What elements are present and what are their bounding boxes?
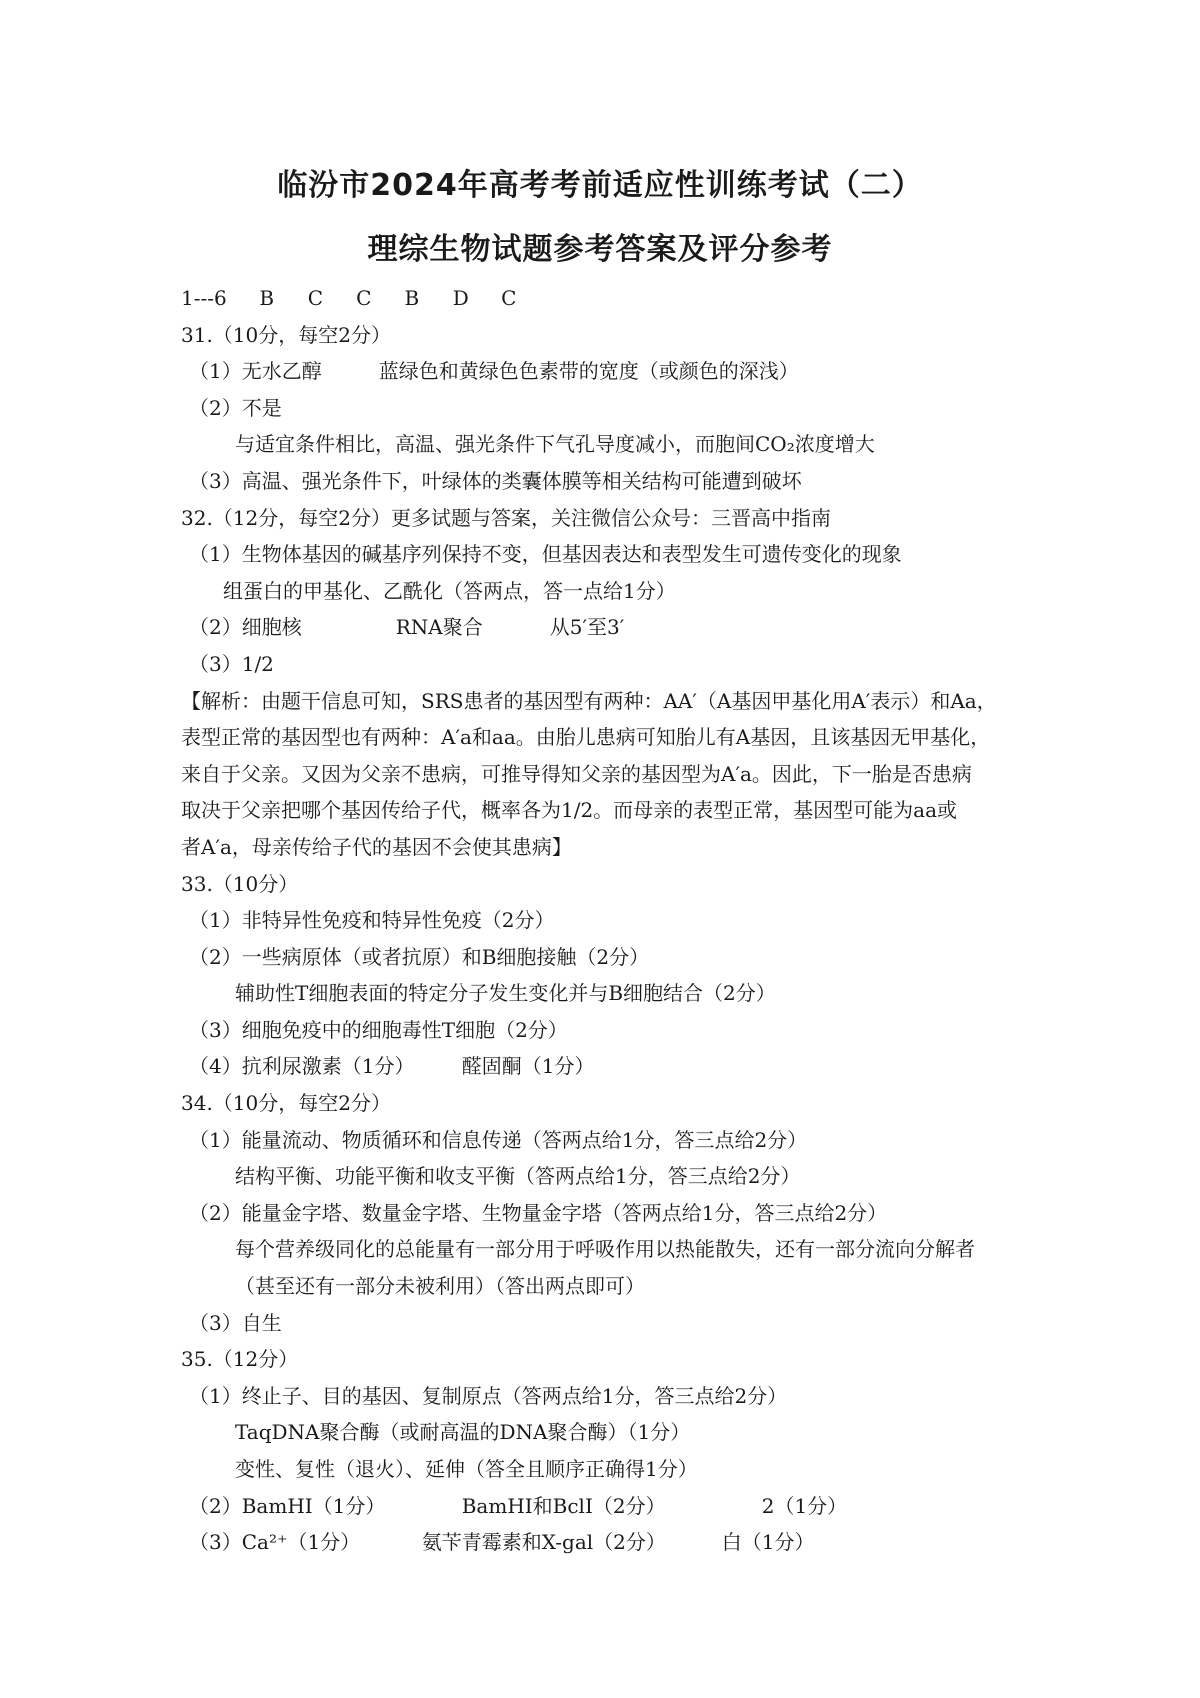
- q35-answer-3-part3: 白（1分）: [721, 1530, 815, 1555]
- choice-answer-4: B: [404, 286, 420, 310]
- q34-answer-3: （3）自生: [189, 1310, 282, 1335]
- q32-answer-2-part2: RNA聚合: [395, 615, 483, 640]
- answer-content: [181, 280, 1061, 1561]
- q33-answer-2: （2）一些病原体（或者抗原）和B细胞接触（2分）: [189, 944, 650, 969]
- choice-answer-2: C: [307, 286, 324, 310]
- q31-answer-2-num: （2）: [189, 395, 242, 420]
- q33-answer-4: [181, 1048, 1061, 1085]
- q33-answer-3: （3）细胞免疫中的细胞毒性T细胞（2分）: [189, 1017, 568, 1042]
- q31-answer-2: [181, 390, 1061, 427]
- q31-answer-1: [181, 353, 1061, 390]
- q35-answer-3: [181, 1524, 1061, 1561]
- q33-answer-4-num: （4）: [189, 1054, 242, 1079]
- q33-answer-2-continued: 辅助性T细胞表面的特定分子发生变化并与B细胞结合（2分）: [235, 981, 776, 1006]
- q32-heading: 32.（12分，每空2分）更多试题与答案，关注微信公众号：三晋高中指南: [181, 505, 831, 530]
- q32-analysis-line-2: 表型正常的基因型也有两种：A′a和aa。由胎儿患病可知胎儿有A基因，且该基因无甲基化，: [181, 725, 991, 750]
- q34-answer-2-continued-1: 每个营养级同化的总能量有一部分用于呼吸作用以热能散失，还有一部分流向分解者: [235, 1237, 975, 1262]
- q32-analysis-line-4: 取决于父亲把哪个基因传给子代，概率各为1/2。而母亲的表型正常，基因型可能为aa或: [181, 798, 958, 823]
- choice-answer-3: C: [356, 286, 372, 310]
- q32-answer-1-continued: 组蛋白的甲基化、乙酰化（答两点，答一点给1分）: [223, 578, 676, 603]
- q32-analysis-line-5: 者A′a，母亲传给子代的基因不会使其患病】: [181, 834, 572, 859]
- q35-answer-2-part2: BamHⅠ和BclⅠ（2分）: [461, 1493, 666, 1518]
- choice-range: 1---6: [181, 286, 227, 310]
- q32-analysis: [181, 683, 1041, 866]
- q32-answer-2: [181, 609, 1061, 646]
- q32-analysis-line-3: 来自于父亲。又因为父亲不患病，可推导得知父亲的基因型为A′a。因此，下一胎是否患病: [181, 761, 972, 786]
- q31-answer-1-num: （1）: [189, 359, 242, 384]
- q31-answer-2-part1: 不是: [241, 395, 282, 420]
- q32-answer-3: （3）1/2: [189, 651, 274, 676]
- q35-answer-3-part2: 氨苄青霉素和X-gal（2分）: [421, 1530, 666, 1555]
- q32-answer-2-part3: 从5′至3′: [549, 615, 625, 640]
- choice-answers-row: [181, 280, 1061, 317]
- q35-answer-2-num: （2）: [189, 1493, 242, 1518]
- q34-answer-2-continued-2: （甚至还有一部分未被利用）（答出两点即可）: [235, 1274, 645, 1299]
- q35-answer-2: [181, 1488, 1061, 1525]
- page-subtitle: 理综生物试题参考答案及评分参考: [367, 232, 833, 267]
- q35-answer-3-num: （3）: [189, 1530, 242, 1555]
- q31-answer-1-part2: 蓝绿色和黄绿色色素带的宽度（或颜色的深浅）: [378, 359, 799, 384]
- q34-heading: 34.（10分，每空2分）: [181, 1091, 391, 1116]
- q32-answer-1: （1）生物体基因的碱基序列保持不变，但基因表达和表型发生可遗传变化的现象: [189, 542, 902, 567]
- choice-answer-6: C: [501, 286, 517, 310]
- page-title: 临汾市2024年高考考前适应性训练考试（二）: [277, 168, 923, 203]
- q35-answer-1-continued-1: TaqDNA聚合酶（或耐高温的DNA聚合酶）（1分）: [235, 1420, 691, 1445]
- q34-answer-1: （1）能量流动、物质循环和信息传递（答两点给1分，答三点给2分）: [189, 1127, 808, 1152]
- q35-heading: 35.（12分）: [181, 1347, 299, 1372]
- q33-answer-4-part1: 抗利尿激素（1分）: [241, 1054, 415, 1079]
- q34-answer-2: （2）能量金字塔、数量金字塔、生物量金字塔（答两点给1分，答三点给2分）: [189, 1200, 888, 1225]
- q32-answer-2-part1: 细胞核: [241, 615, 302, 640]
- q31-answer-1-part1: 无水乙醇: [241, 359, 322, 384]
- q31-heading: 31.（10分，每空2分）: [181, 322, 391, 347]
- q34-answer-1-continued: 结构平衡、功能平衡和收支平衡（答两点给1分，答三点给2分）: [235, 1164, 801, 1189]
- q31-answer-3: （3）高温、强光条件下，叶绿体的类囊体膜等相关结构可能遭到破坏: [189, 468, 802, 493]
- choice-answer-5: D: [452, 286, 469, 310]
- q35-answer-1: （1）终止子、目的基因、复制原点（答两点给1分，答三点给2分）: [189, 1383, 788, 1408]
- q33-answer-1: （1）非特异性免疫和特异性免疫（2分）: [189, 908, 555, 933]
- q33-answer-4-part2: 醛固酮（1分）: [461, 1054, 595, 1079]
- q31-answer-2-continued: 与适宜条件相比，高温、强光条件下气孔导度减小，而胞间CO₂浓度增大: [235, 432, 875, 457]
- q33-heading: 33.（10分）: [181, 871, 299, 896]
- choice-answer-1: B: [259, 286, 275, 310]
- q35-answer-2-part3: 2（1分）: [761, 1493, 848, 1518]
- q32-answer-2-num: （2）: [189, 615, 242, 640]
- q35-answer-2-part1: BamHⅠ（1分）: [241, 1493, 386, 1518]
- q35-answer-3-part1: Ca²⁺（1分）: [241, 1530, 361, 1555]
- q35-answer-1-continued-2: 变性、复性（退火）、延伸（答全且顺序正确得1分）: [235, 1457, 698, 1481]
- q32-analysis-line-1: 【解析：由题干信息可知，SRS患者的基因型有两种：AA′（A基因甲基化用A′表示）和Aa，: [181, 688, 997, 713]
